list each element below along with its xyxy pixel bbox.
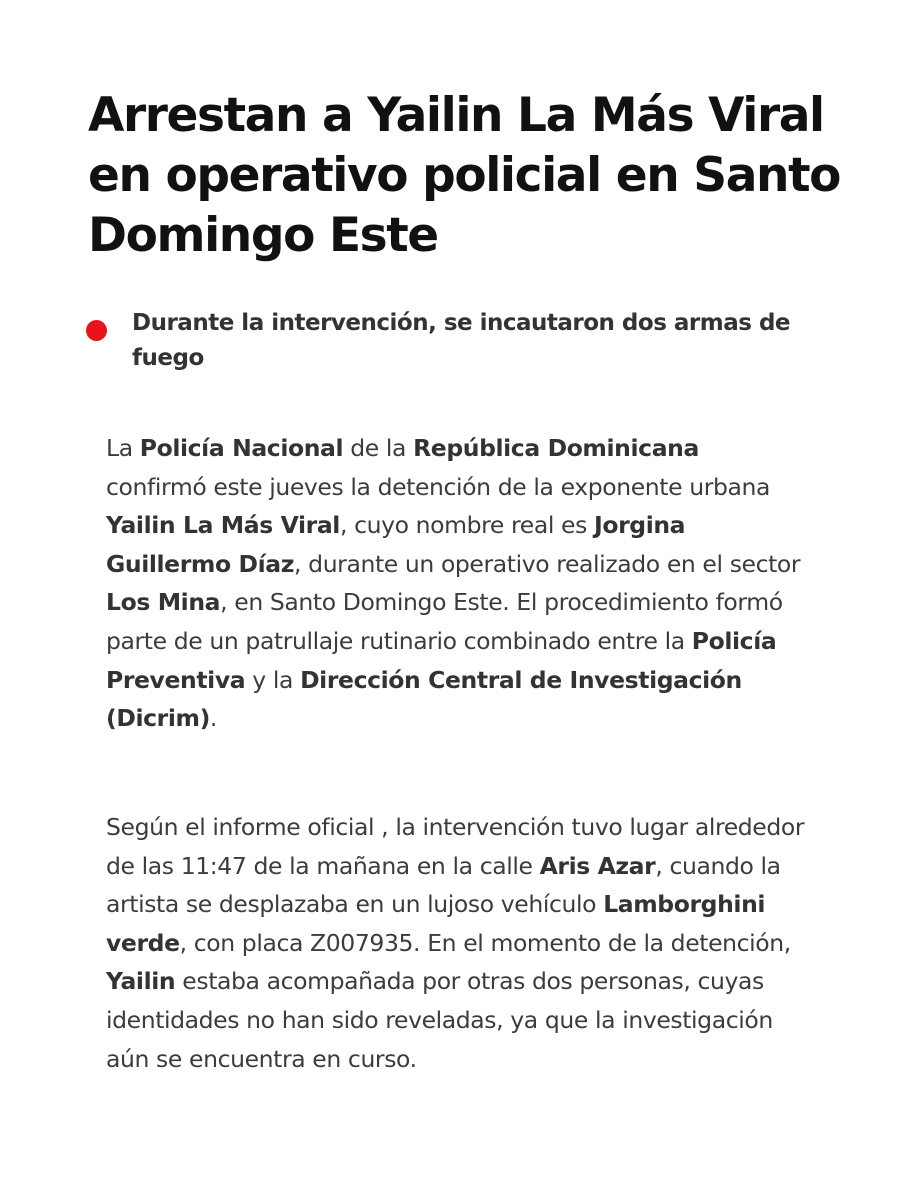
- paragraph-text: .: [209, 704, 217, 733]
- paragraph-text: de la: [343, 434, 414, 462]
- bold-term: Yailin La Más Viral: [106, 511, 340, 540]
- headline-line-2: en operativo policial en Santo: [88, 148, 841, 203]
- article-subheadline: [86, 306, 806, 376]
- paragraph-text: , cuyo nombre real es: [339, 511, 594, 540]
- article-headline: [88, 86, 848, 266]
- bold-term: Policía Nacional: [139, 434, 344, 462]
- paragraph-text: , con placa Z007935. En el momento de la detención,: [179, 928, 791, 957]
- headline-line-3: Domingo Este: [88, 208, 438, 263]
- bold-term: Aris Azar: [539, 851, 656, 880]
- article-paragraph-1: [106, 429, 806, 738]
- paragraph-text: , en Santo Domingo Este. El procedimiento formó parte de un patrullaje rutinario combinado entre la: [106, 588, 783, 655]
- paragraph-text: Según el informe oficial , la intervención tuvo lugar alrededor de las 11:47 de la mañana en la calle: [106, 813, 805, 880]
- article-paragraph-2: [106, 808, 806, 1078]
- headline-line-1: Arrestan a Yailin La Más Viral: [88, 88, 824, 143]
- bold-term: Jorgina Guillermo Díaz: [106, 511, 686, 578]
- bold-term: Los Mina: [106, 588, 221, 617]
- paragraph-text: y la: [245, 665, 301, 694]
- paragraph-text: , durante un operativo realizado en el sector: [294, 549, 801, 578]
- paragraph-text: estaba acompañada por otras dos personas, cuyas identidades no han sido reveladas, ya que la investigación aún se encuentra en curso.: [106, 967, 773, 1073]
- paragraph-text: confirmó este jueves la detención de la exponente urbana: [106, 472, 770, 501]
- paragraph-text: La: [106, 434, 140, 462]
- bold-term: Lamborghini verde: [106, 890, 766, 957]
- red-dot-icon: [86, 320, 107, 341]
- bold-term: Policía Preventiva: [106, 626, 777, 694]
- subheadline-text: Durante la intervención, se incautaron dos armas de fuego: [132, 310, 791, 371]
- bold-term: Dirección Central de Investigación (Dicrim): [106, 665, 742, 733]
- bold-term: Yailin: [106, 967, 176, 996]
- paragraph-text: , cuando la artista se desplazaba en un lujoso vehículo: [106, 851, 781, 919]
- bold-term: República Dominicana: [413, 434, 699, 462]
